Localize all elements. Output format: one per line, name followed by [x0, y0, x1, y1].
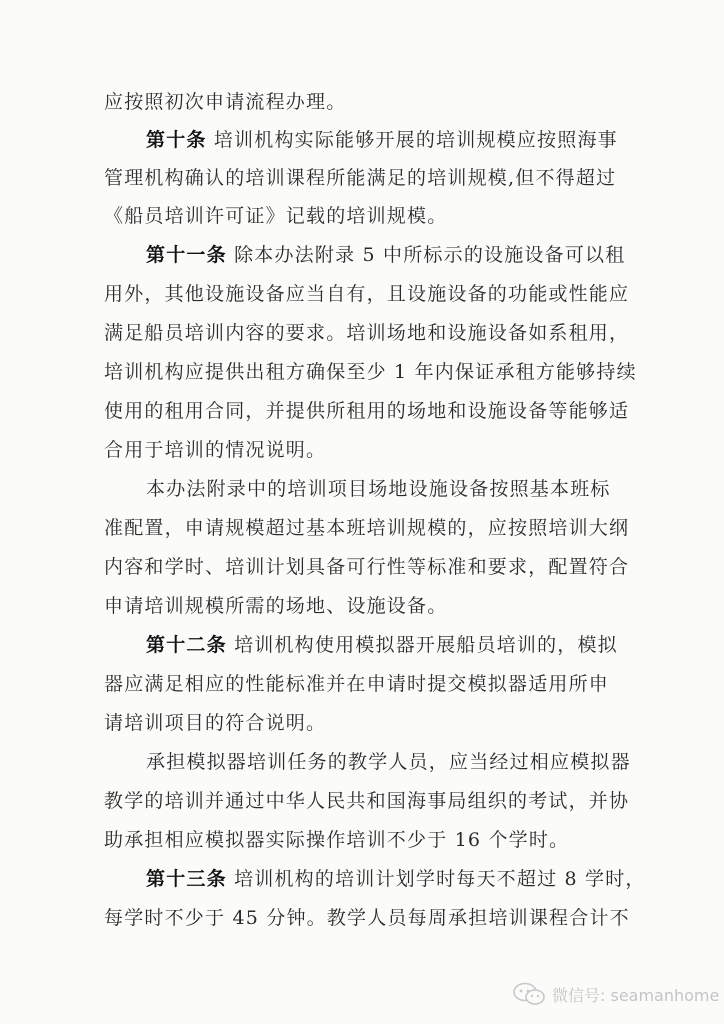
paragraph-text: 请培训项目的符合说明。	[104, 712, 327, 734]
text-line	[104, 516, 630, 540]
paragraph-text: 承担模拟器培训任务的教学人员，应当经过相应模拟器	[146, 751, 631, 773]
text-line	[104, 672, 624, 696]
paragraph-text: 使用的租用合同，并提供所租用的场地和设施设备等能够适	[104, 400, 630, 422]
text-line	[146, 867, 646, 891]
text-line	[104, 789, 630, 813]
text-line	[104, 360, 637, 384]
article-number: 第十条	[146, 129, 207, 151]
text-line	[104, 204, 624, 228]
paragraph-text: 教学的培训并通过中华人民共和国海事局组织的考试，并协	[104, 790, 630, 812]
paragraph-text: 申请培训规模所需的场地、设施设备。	[104, 595, 448, 617]
text-line	[104, 321, 630, 345]
article-number: 第十三条	[146, 868, 227, 890]
paragraph-text: 用外，其他设施设备应当自有，且设施设备的功能或性能应	[104, 283, 630, 305]
text-line	[146, 128, 624, 152]
paragraph-text: 每学时不少于 45 分钟。教学人员每周承担培训课程合计不	[104, 907, 630, 929]
paragraph-text: 除本办法附录 5 中所标示的设施设备可以租	[234, 244, 626, 266]
paragraph-text: 合用于培训的情况说明。	[104, 439, 327, 461]
text-line	[104, 711, 624, 735]
text-line	[146, 633, 624, 657]
text-line	[104, 906, 630, 930]
text-line	[104, 166, 624, 190]
paragraph-text: 应按照初次申请流程办理。	[104, 91, 347, 113]
paragraph-text: 培训机构实际能够开展的培训规模应按照海事	[213, 129, 618, 151]
paragraph-text: 管理机构确认的培训课程所能满足的培训规模,但不得超过	[104, 167, 617, 189]
text-line	[146, 243, 624, 267]
text-line	[104, 399, 630, 423]
wechat-icon	[512, 982, 546, 1006]
article-number: 第十一条	[146, 244, 227, 266]
paragraph-text: 培训机构使用模拟器开展船员培训的，模拟	[234, 634, 618, 656]
text-line	[104, 555, 630, 579]
text-line	[104, 828, 624, 852]
text-line	[146, 477, 624, 501]
paragraph-text: 《船员培训许可证》记载的培训规模。	[104, 205, 448, 227]
text-line	[104, 594, 624, 618]
paragraph-text: 满足船员培训内容的要求。培训场地和设施设备如系租用，	[104, 322, 630, 344]
paragraph-text: 内容和学时、培训计划具备可行性等标准和要求，配置符合	[104, 556, 630, 578]
paragraph-text: 培训机构的培训计划学时每天不超过 8 学时，	[234, 868, 646, 890]
text-line	[104, 438, 624, 462]
paragraph-text: 本办法附录中的培训项目场地设施设备按照基本班标	[146, 478, 611, 500]
text-line	[146, 750, 631, 774]
watermark-text: 微信号: seamanhome	[552, 985, 720, 1005]
paragraph-text: 助承担相应模拟器实际操作培训不少于 16 个学时。	[104, 829, 570, 851]
article-number: 第十二条	[146, 634, 227, 656]
paragraph-text: 器应满足相应的性能标准并在申请时提交模拟器适用所申	[104, 673, 610, 695]
wechat-watermark	[512, 982, 719, 1006]
text-line	[104, 90, 624, 114]
paragraph-text: 准配置，申请规模超过基本班培训规模的，应按照培训大纲	[104, 517, 630, 539]
text-line	[104, 282, 630, 306]
paragraph-text: 培训机构应提供出租方确保至少 1 年内保证承租方能够持续	[104, 361, 637, 383]
